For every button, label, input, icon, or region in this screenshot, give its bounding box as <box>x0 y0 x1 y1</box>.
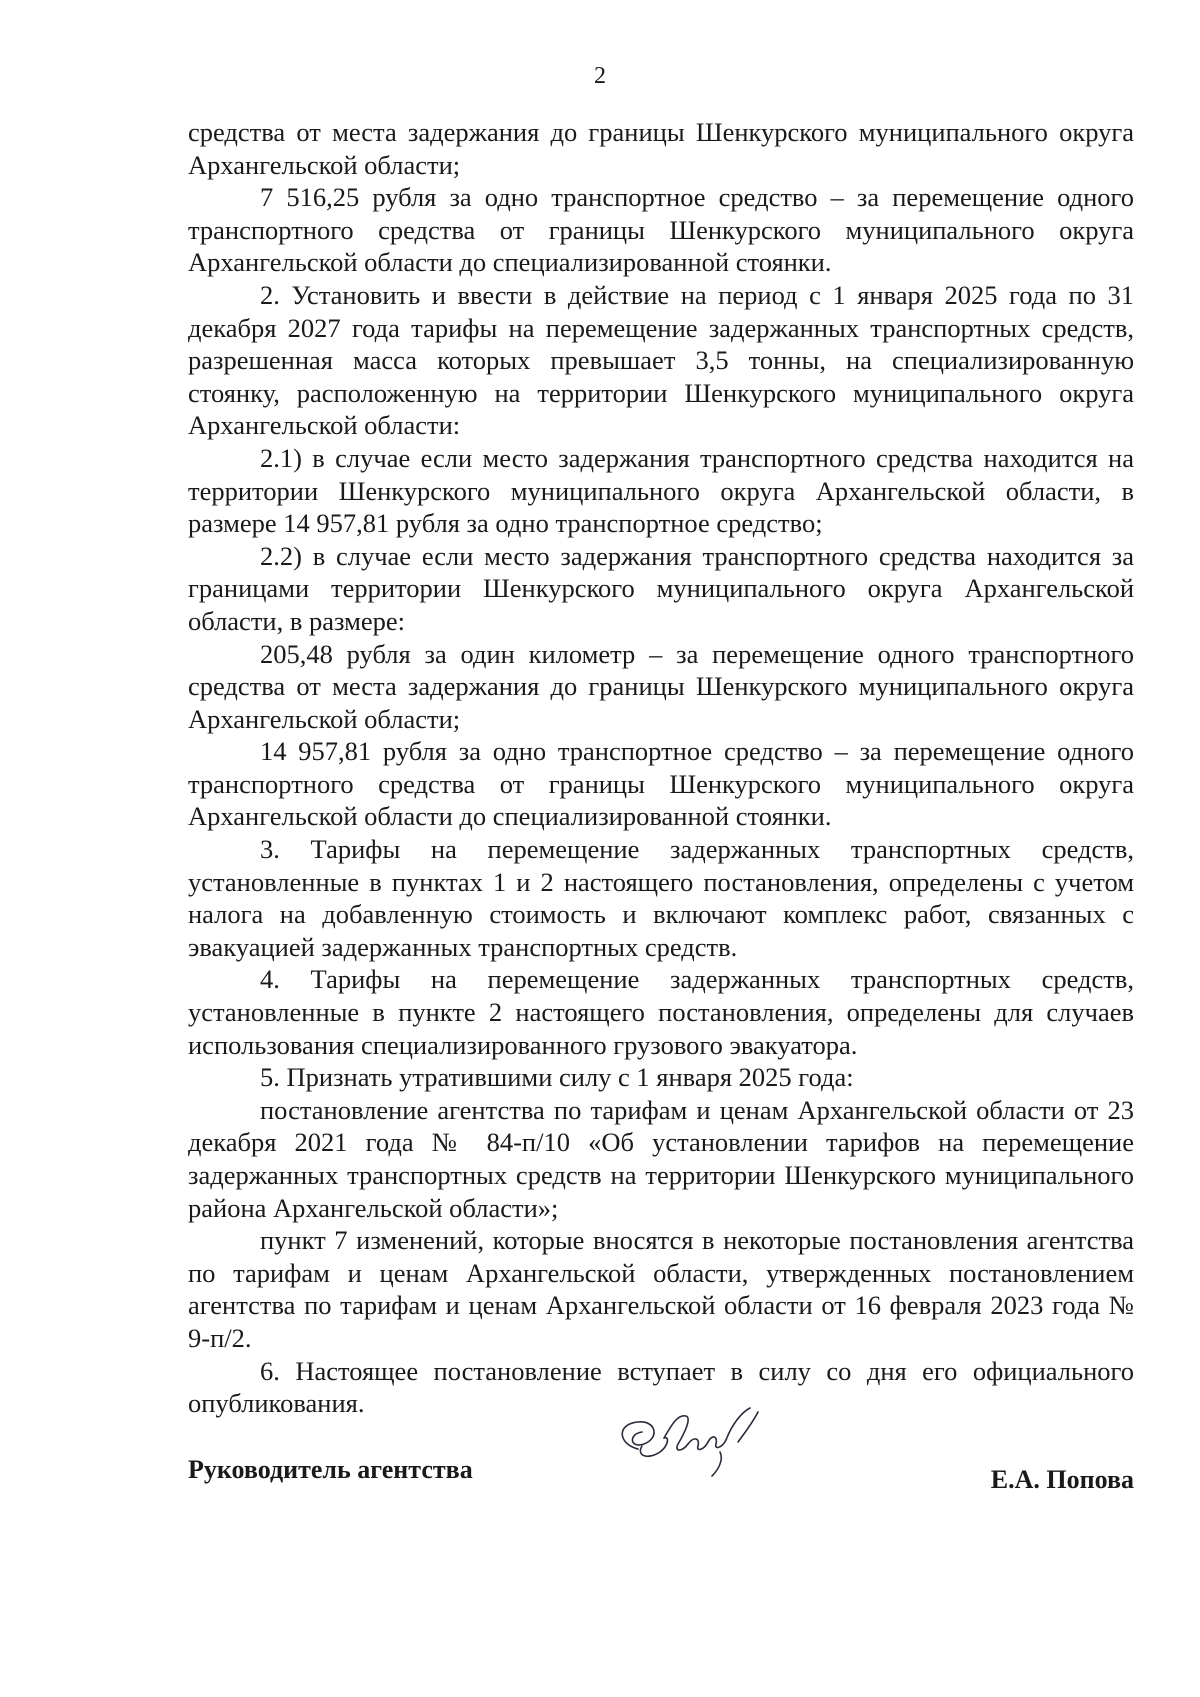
page-number: 2 <box>594 63 606 89</box>
paragraph: 5. Признать утратившими силу с 1 января 2025 года: <box>260 1062 854 1093</box>
paragraph: постановление агентства по тарифам и ценам Архангельской области от 23 декабря 2021 года № 84-п/10 «Об установлении тарифов на перемещение задержанных транспортных средств на территории Шенкурского муниципального района Архангельской области»; <box>188 1094 1134 1223</box>
paragraph: 6. Настоящее постановление вступает в силу со дня его официального опубликования. <box>188 1355 1134 1419</box>
paragraph: 4. Тарифы на перемещение задержанных транспортных средств, установленные в пункте 2 настоящего постановления, определены для случаев использования специализированного грузового эвакуатора. <box>188 964 1134 1060</box>
handwritten-signature <box>608 1394 778 1484</box>
paragraph: 3. Тарифы на перемещение задержанных транспортных средств, установленные в пунктах 1 и 2 настоящего постановления, определены с учетом налога на добавленную стоимость и включают комплекс работ, связанных с эвакуацией задержанных транспортных средств. <box>188 834 1134 962</box>
document-body <box>188 116 1134 1420</box>
paragraph: 2.2) в случае если место задержания транспортного средства находится за границами территории Шенкурского муниципального округа Архангельской области, в размере: <box>188 540 1134 636</box>
signatory-name: Е.А. Попова <box>990 1465 1134 1494</box>
signatory-title: Руководитель агентства <box>188 1455 473 1484</box>
paragraph: 7 516,25 рубля за одно транспортное средство – за перемещение одного транспортного средства от границы Шенкурского муниципального округа Архангельской области до специализированной стоянки. <box>188 182 1134 278</box>
paragraph: 2. Установить и ввести в действие на период с 1 января 2025 года по 31 декабря 2027 года тарифы на перемещение задержанных транспортных средств, разрешенная масса которых превышает 3,5 тонны, на специализированную стоянку, расположенную на территории Шенкурского муниципального округа Архангельской области: <box>188 279 1134 441</box>
paragraph: 205,48 рубля за один километр – за перемещение одного транспортного средства от места задержания до границы Шенкурского муниципального округа Архангельской области; <box>188 638 1134 734</box>
paragraph: 14 957,81 рубля за одно транспортное средство – за перемещение одного транспортного средства от границы Шенкурского муниципального округа Архангельской области до специализированной стоянки. <box>188 736 1134 832</box>
signature-block <box>188 1454 1134 1494</box>
paragraph: 2.1) в случае если место задержания транспортного средства находится на территории Шенкурского муниципального округа Архангельской области, в размере 14 957,81 рубля за одно транспортное средство; <box>188 442 1134 539</box>
paragraph: средства от места задержания до границы Шенкурского муниципального округа Архангельской области; <box>188 117 1134 180</box>
paragraph: пункт 7 изменений, которые вносятся в некоторые постановления агентства по тарифам и ценам Архангельской области, утвержденных постановлением агентства по тарифам и ценам Архангельской области от 16 февраля 2023 года № 9-п/2. <box>188 1225 1134 1353</box>
